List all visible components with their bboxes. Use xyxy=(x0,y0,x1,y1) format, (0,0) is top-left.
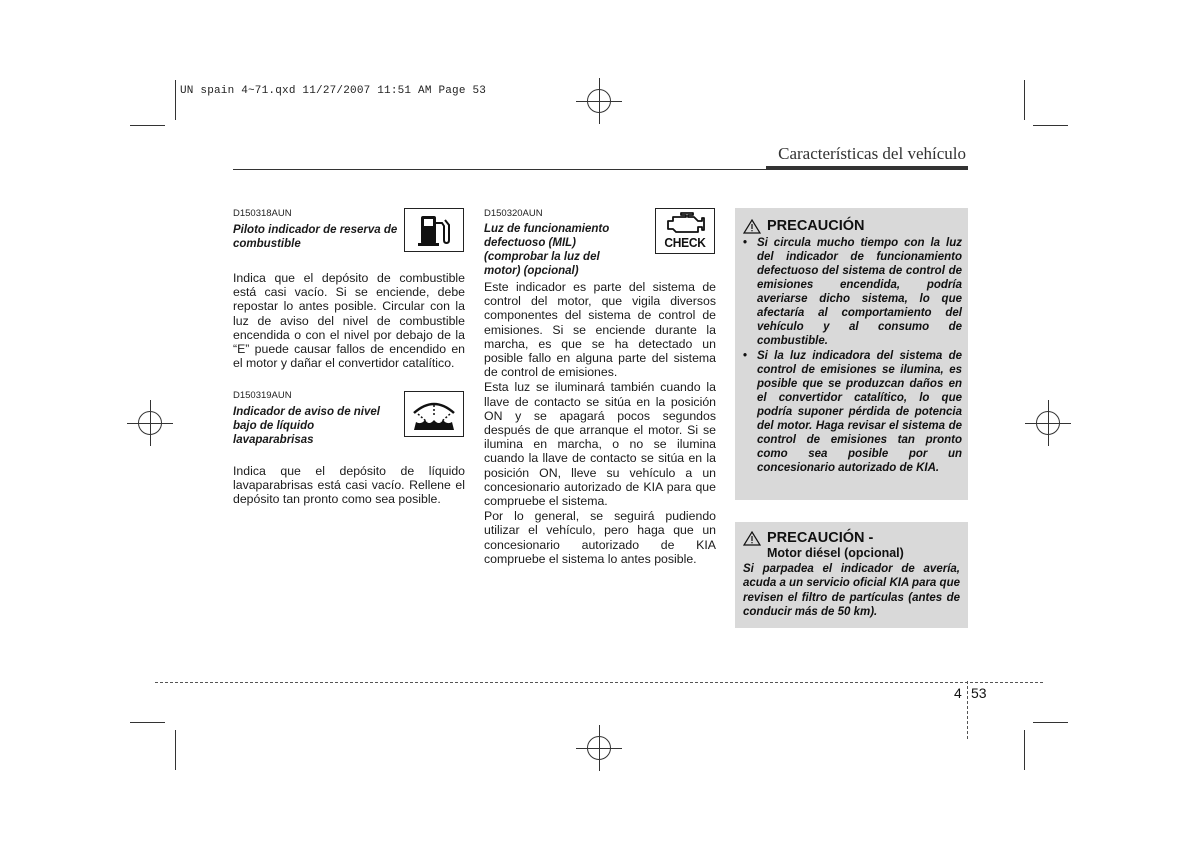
caution-heading xyxy=(743,530,960,546)
list-item: • Si circula mucho tiempo con la luz del indicador de funcionamiento defectuoso del sistema de control de emisiones encendida, podría averiarse dicho sistema, lo que afectaría al comportamiento del vehículo y al consumo de combustible. xyxy=(743,236,962,348)
caution-heading xyxy=(743,218,962,234)
mil-indicator-section xyxy=(484,208,716,566)
crop-mark xyxy=(1024,730,1025,770)
crop-mark xyxy=(175,80,176,120)
crop-mark xyxy=(130,125,165,126)
section-heading: Luz de funcionamiento defectuoso (MIL) (comprobar la luz del motor) (opcional) xyxy=(484,223,610,277)
caution-title: PRECAUCIÓN xyxy=(767,218,865,234)
check-engine-icon xyxy=(655,208,715,254)
washer-fluid-icon xyxy=(404,391,464,437)
page-number: 53 xyxy=(971,685,987,701)
list-item: • Si la luz indicadora del sistema de control de emisiones se ilumina, es posible que se produzcan daños en el convertidor catalítico, lo que podría suponer pérdida de potencia del motor. Haga revisar el sistema de control de emisiones tan pronto como sea posible por un concesionario autorizado de KIA. xyxy=(743,349,962,475)
caution-title: PRECAUCIÓN - xyxy=(767,530,874,546)
registration-mark-icon xyxy=(587,736,611,760)
crop-mark xyxy=(1024,80,1025,120)
page-number-separator xyxy=(967,681,969,739)
section-body xyxy=(484,280,716,566)
header-rule xyxy=(233,169,766,170)
header-rule-accent xyxy=(766,166,968,170)
registration-mark-icon xyxy=(587,89,611,113)
registration-mark-icon xyxy=(138,411,162,435)
caution-list xyxy=(743,236,962,475)
paragraph: Esta luz se iluminará también cuando la llave de contacto se sitúa en la posición ON y se apagará pocos segundos después de que arranque el motor. Si se ilumina en marcha, o no se ilumina cuando la llave de contacto se sitúa en la posición ON, lleve su vehículo a un concesionario autorizado de KIA para que compruebe el sistema. xyxy=(484,380,716,509)
section-code: D150319AUN xyxy=(233,390,292,401)
crop-mark xyxy=(1033,125,1068,126)
warning-triangle-icon xyxy=(743,531,761,546)
crop-mark xyxy=(175,730,176,770)
section-body: Indica que el depósito de combustible está casi vacío. Si se enciende, debe repostar lo antes posible. Circular con la luz de aviso del nivel de combustible encendida o con el nivel por debajo de la “E” puede causar fallos de encendido en el motor y dañar el convertidor catalítico. xyxy=(233,271,465,371)
paragraph: Este indicador es parte del sistema de control del motor, que vigila diversos componentes del sistema de control de emisiones. Si se enciende durante la marcha, es que se ha detectado un posible fallo en alguna parte del sistema de control de emisiones. xyxy=(484,280,716,380)
section-code: D150320AUN xyxy=(484,208,543,219)
section-heading: Piloto indicador de reserva de combustible xyxy=(233,224,398,250)
crop-mark xyxy=(1033,722,1068,723)
caution-box xyxy=(735,208,968,500)
chapter-number: 4 xyxy=(954,685,962,701)
section-code: D150318AUN xyxy=(233,208,292,219)
section-body: Indica que el depósito de líquido lavaparabrisas está casi vacío. Rellene el depósito tan pronto como sea posible. xyxy=(233,464,465,507)
footer-rule xyxy=(155,682,1043,683)
warning-triangle-icon xyxy=(743,219,761,234)
print-slug: UN spain 4~71.qxd 11/27/2007 11:51 AM Page 53 xyxy=(180,85,487,97)
section-title: Características del vehículo xyxy=(778,144,966,163)
check-label: CHECK xyxy=(664,235,706,250)
crop-mark xyxy=(130,722,165,723)
caution-box xyxy=(735,522,968,628)
paragraph: Por lo general, se seguirá pudiendo utilizar el vehículo, pero haga que un concesionario autorizado de KIA compruebe el sistema lo antes posible. xyxy=(484,509,716,566)
caution-body: Si parpadea el indicador de avería, acuda a un servicio oficial KIA para que revisen el filtro de partículas (antes de conducir más de 50 km). xyxy=(743,563,960,618)
caution-subtitle: Motor diésel (opcional) xyxy=(767,546,904,560)
fuel-pump-icon xyxy=(404,208,464,252)
registration-mark-icon xyxy=(1036,411,1060,435)
section-heading: Indicador de aviso de nivel bajo de líquido lavaparabrisas xyxy=(233,406,380,446)
